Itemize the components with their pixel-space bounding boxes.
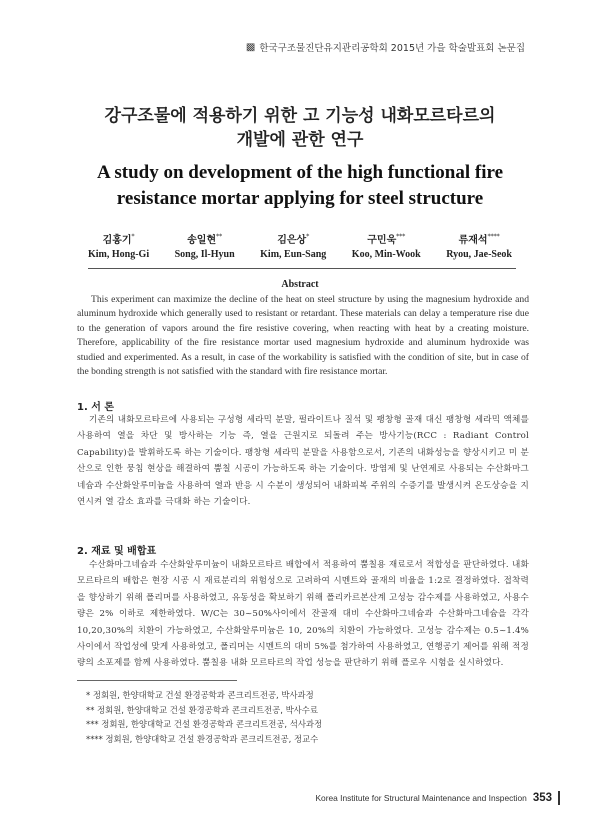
page-number-bar [558,791,560,805]
english-title [0,160,600,212]
footnotes [86,688,322,746]
running-header [246,40,525,54]
footnote: * 정회원, 한양대학교 건설 환경공학과 콘크리트전공, 박사과정 [86,690,314,700]
author [175,231,235,260]
author-name-en: Kim, Eun-Sang [260,249,327,260]
author-name-ko: 송일현 [187,235,217,246]
author [260,231,326,260]
section-heading-materials: 2. 재료 및 배합표 [77,546,157,557]
section-body-materials: 수산화마그네슘과 수산화알루미늄이 내화모르타르 배합에서 적용하여 뿜칠용 재료로서 적합성을 판단하였다. 내화모르타르의 배합은 현장 시공 시 재료분리의 위험성으로 고려하여 시멘트와 골재의 비율을 1:2로 결정하였다. 접착력을 향상하기 위해 폴리머를 사용하였고, 유동성을 확보하기 위해 폴리카르본산계 고성능 감수제를 사용하였고, 사용수량은 2% 이하로 제한하였다. W/C는 30~50%사이에서 잔골재 대비 수산화마그네슘과 수산화마그네슘을 각각 10,20,30%의 치환이 가능하였고, 수산화알루미늄은 10, 20%의 치환이 가능하였다. 고성능 감수제는 0.5~1.4% 사이에서 작업성에 맞게 사용하였고, 폴리머는 시멘트의 대비 5%를 첨가하여 사용하였고, 연행공기 제어를 위해 적정량의 소포제를 함께 사용하였다. 뿜칠용 내화 모르타르의 작업 성능을 판단하기 위해 플로우 시험을 실시하였다. [77,560,529,669]
english-title-line-2: resistance mortar applying for steel structure [116,188,484,209]
footnote: **** 정회원, 한양대학교 건설 환경공학과 콘크리트전공, 정교수 [86,733,319,744]
author-name-en: Kim, Hong-Gi [88,249,150,260]
author-list [88,231,512,260]
author-mark: * [306,233,310,241]
page-number: 353 [532,792,552,804]
author-name-en: Koo, Min-Wook [351,249,421,260]
footnote: ** 정회원, 한양대학교 건설 환경공학과 콘크리트전공, 박사수료 [86,704,318,715]
english-title-line-1: A study on development of the high functional fire [96,162,504,183]
abstract-top-rule [88,268,516,269]
author-name-ko: 김은상 [277,235,307,246]
author-mark: **** [487,233,500,241]
korean-title-line-2: 개발에 관한 연구 [236,130,364,150]
section-heading-introduction: 1. 서 론 [77,402,115,413]
footnote: *** 정회원, 한양대학교 건설 환경공학과 콘크리트전공, 석사과정 [86,719,323,730]
author-mark: *** [396,233,406,241]
author [352,231,421,260]
abstract-body: This experiment can maximize the decline of the heat on steel structure by using the magnesium hydroxide and aluminum hydroxide which generally used to resistant or retardant. These materials can delay a temperature rise due to the generation of vapors around the fire resistive covering, when reacting with heat by a creating moisture. Therefore, applicability of the fire resistance mortar used magnesium hydroxide and aluminum hydroxide was studied and experimented. As a result, in case of the workability is satisfied with the condition of site, but in case of the bonding strength is not satisfied with the standard with fire resistance mortar. [77,294,529,378]
author [88,231,149,260]
korean-title-line-1: 강구조물에 적용하기 위한 고 기능성 내화모르타르의 [104,106,496,126]
page-footer [315,791,560,805]
abstract-heading: Abstract [281,279,319,290]
footnote-rule [77,680,237,681]
author-name-en: Song, Il-Hyun [174,249,235,260]
author-name-ko: 구민욱 [367,235,397,246]
author-name-ko: 류재석 [458,235,488,246]
header-bullet-icon: ▩ [245,41,256,53]
header-text: 한국구조물진단유지관리공학회 2015년 가을 학술발표회 논문집 [259,43,525,54]
author-name-ko: 김홍기 [102,235,132,246]
author-name-en: Ryou, Jae-Seok [446,249,512,260]
author-mark: ** [216,233,223,241]
section-body-introduction: 기존의 내화모르타르에 사용되는 구성형 세라믹 분말, 펄라이트나 질석 및 팽창형 골재 대신 팽창형 세라믹 액체를 사용하여 열을 차단 및 방사하는 기능 즉, 열을 근원지로 되돌려 주는 방사기능(RCC : Radiant Control Capability)을 발휘하도록 하는 기술이다. 팽창형 세라믹 분말을 사용함으로서, 기존의 내화성능을 향상시키고 미 분산으로 인한 뭉침 현상을 해결하여 뿜칠 시공이 가능하도록 하는 기술이다. 방염제 및 난연제로 사용되는 수산화마그네슘과 수산화알루미늄을 사용하여 열과 반응 시 수분이 생성되어 내화피복 주위의 수증기를 발생시켜 온도상승을 지연시켜 열 감소 효과를 극대화 하는 기술이다. [77,415,529,508]
author-mark: * [131,233,135,241]
korean-title [0,104,600,152]
author [446,231,512,260]
footer-institute: Korea Institute for Structural Maintenance and Inspection [315,793,527,803]
